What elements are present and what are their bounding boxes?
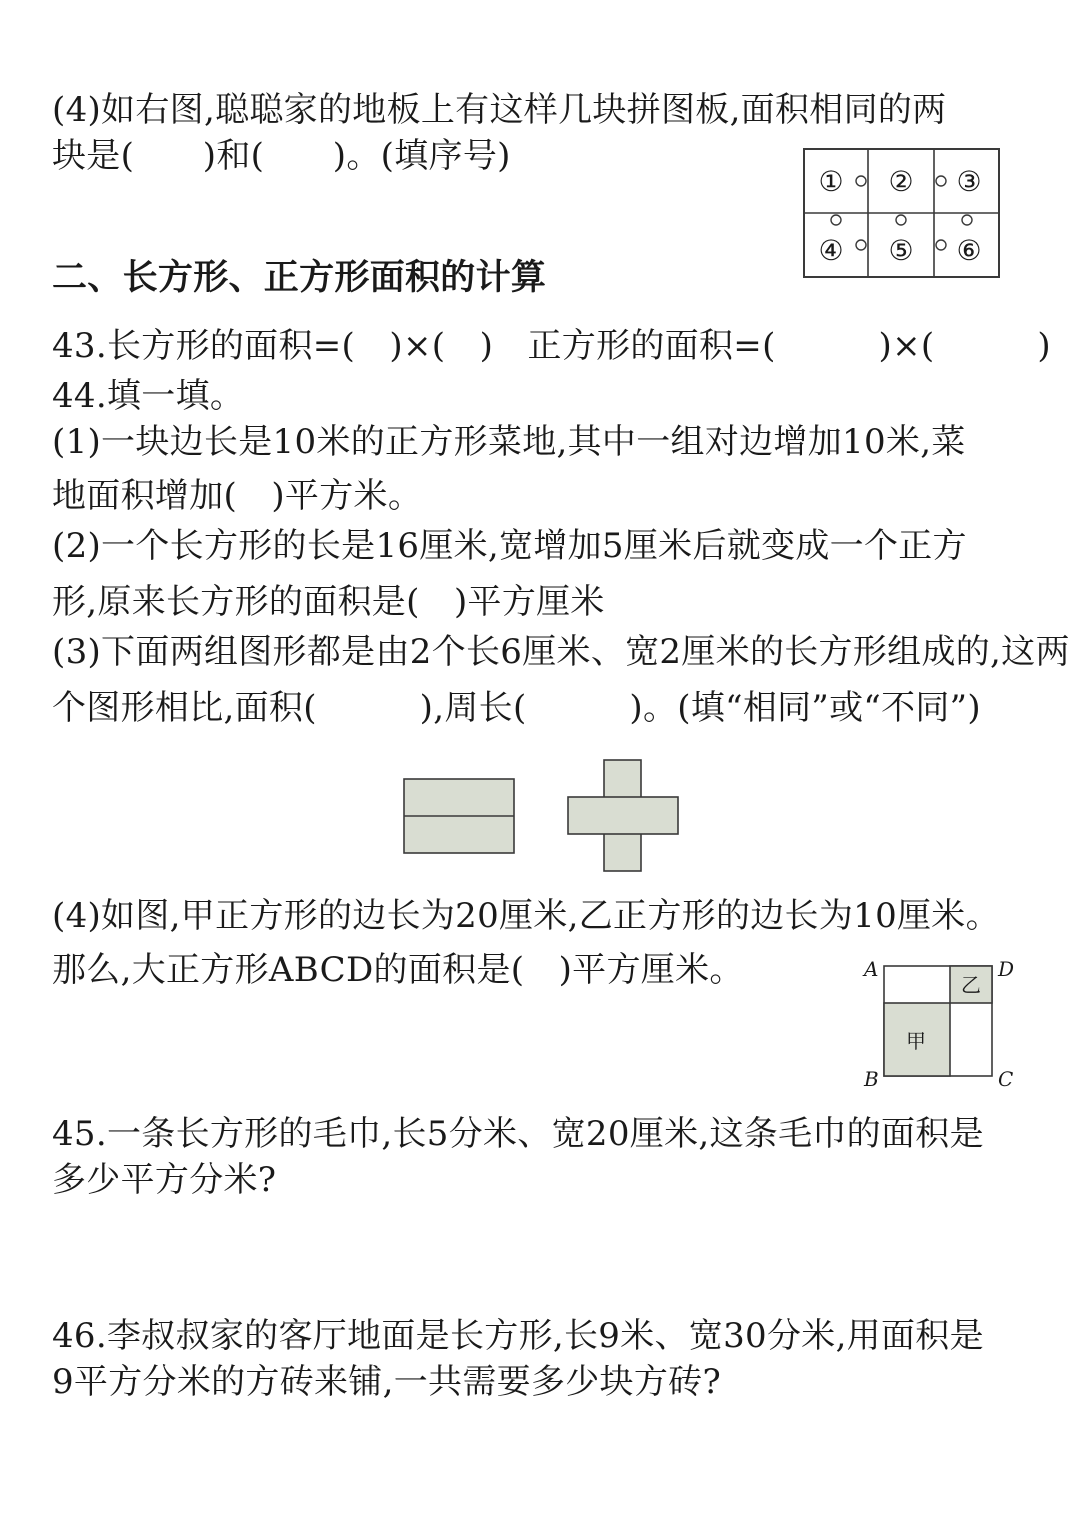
corner-a: A xyxy=(864,957,879,981)
section-heading: 二、长方形、正方形面积的计算 xyxy=(52,258,547,298)
corner-d: D xyxy=(998,957,1015,981)
q45-line-1: 45.一条长方形的毛巾,长5分米、宽20厘米,这条毛巾的面积是 xyxy=(52,1114,984,1154)
q42-4-line-1: (4)如右图,聪聪家的地板上有这样几块拼图板,面积相同的两 xyxy=(52,90,947,130)
q44-title: 44.填一填。 xyxy=(52,376,245,416)
stacked-rectangles-figure xyxy=(403,778,515,854)
square-abcd-figure xyxy=(860,956,1020,1092)
label-jia: 甲 xyxy=(906,1029,926,1053)
q44-4-line-1: (4)如图,甲正方形的边长为20厘米,乙正方形的边长为10厘米。 xyxy=(52,896,1000,936)
puzzle-label-1: ① xyxy=(818,165,844,198)
q46-line-2: 9平方分米的方砖来铺,一共需要多少块方砖? xyxy=(52,1362,721,1402)
cross-shape-figure xyxy=(567,759,679,872)
q44-2-line-1: (2)一个长方形的长是16厘米,宽增加5厘米后就变成一个正方 xyxy=(52,526,967,566)
q44-4-line-2: 那么,大正方形ABCD的面积是( )平方厘米。 xyxy=(52,950,744,990)
q43-text: 43.长方形的面积=( )×( ) 正方形的面积=( )×( ) xyxy=(52,326,1051,366)
puzzle-figure xyxy=(803,148,1000,278)
q45-line-2: 多少平方分米? xyxy=(52,1160,277,1200)
corner-b: B xyxy=(864,1067,879,1091)
puzzle-label-5: ⑤ xyxy=(888,234,914,267)
puzzle-label-3: ③ xyxy=(956,165,982,198)
puzzle-label-2: ② xyxy=(888,165,914,198)
puzzle-label-6: ⑥ xyxy=(956,234,982,267)
q44-1-line-1: (1)一块边长是10米的正方形菜地,其中一组对边增加10米,菜 xyxy=(52,422,966,462)
q44-2-line-2: 形,原来长方形的面积是( )平方厘米 xyxy=(52,582,605,622)
puzzle-label-4: ④ xyxy=(818,234,844,267)
label-yi: 乙 xyxy=(961,973,981,997)
q44-1-line-2: 地面积增加( )平方米。 xyxy=(52,476,423,516)
q42-4-line-2: 块是( )和( )。(填序号) xyxy=(52,136,511,176)
q44-3-line-1: (3)下面两组图形都是由2个长6厘米、宽2厘米的长方形组成的,这两 xyxy=(52,632,1070,672)
q44-3-line-2: 个图形相比,面积( ),周长( )。(填“相同”或“不同”) xyxy=(52,688,981,728)
corner-c: C xyxy=(998,1067,1014,1091)
q46-line-1: 46.李叔叔家的客厅地面是长方形,长9米、宽30分米,用面积是 xyxy=(52,1316,984,1356)
